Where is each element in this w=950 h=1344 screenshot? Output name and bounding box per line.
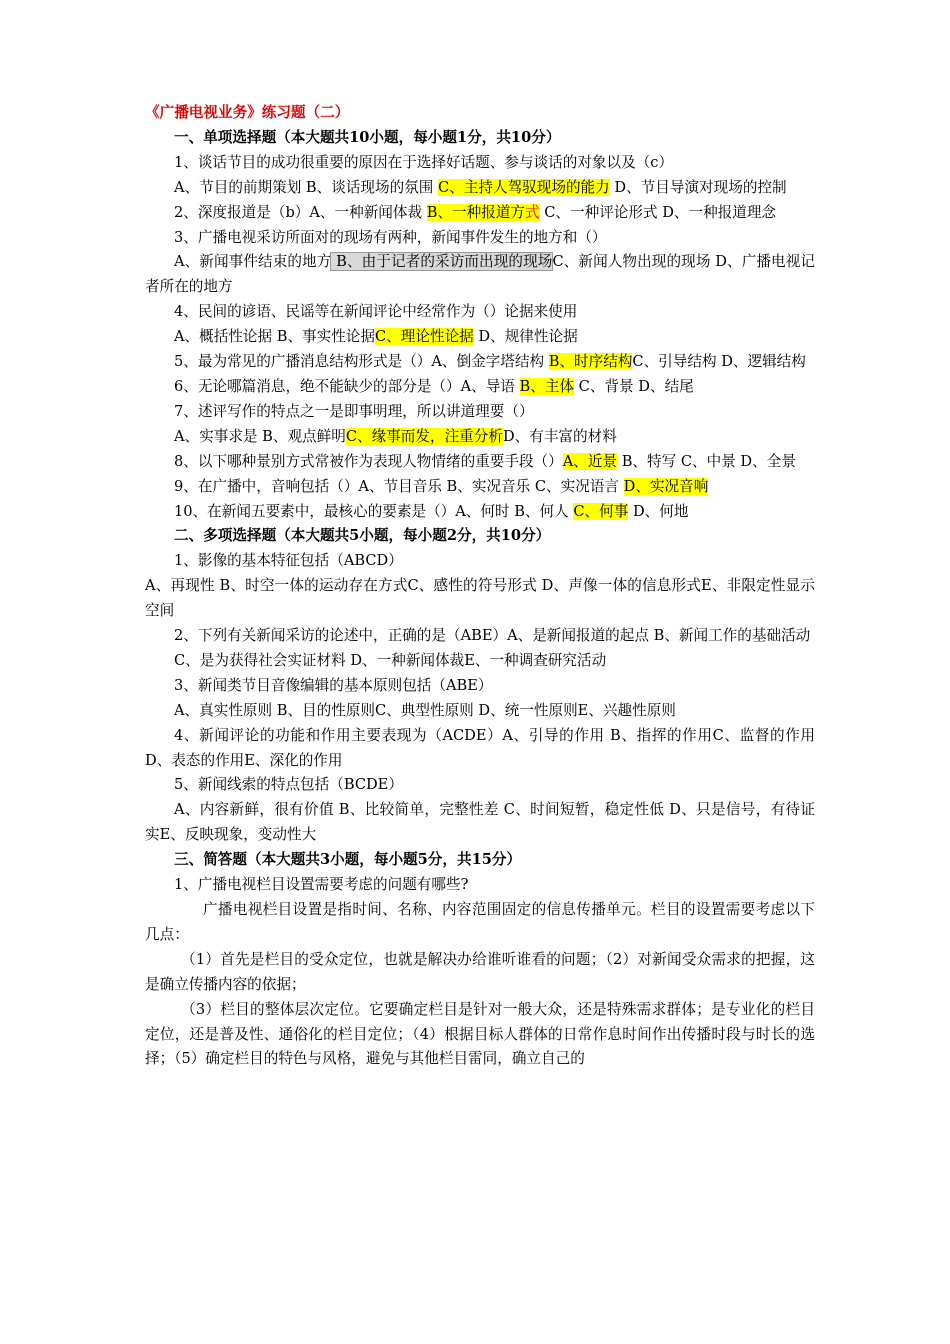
s2-q1-stem: 1、影像的基本特征包括（ABCD） — [174, 552, 403, 570]
highlighted-answer: B、主体 — [519, 377, 575, 395]
s1-q1-stem: 1、谈话节目的成功很重要的原因在于选择好话题、参与谈话的对象以及（c） — [174, 153, 674, 171]
s3-answer-paragraph-2: （1）首先是栏目的受众定位，也就是解决办给谁听谁看的问题；（2）对新闻受众需求的把握，这是确立传播内容的依据； — [145, 950, 815, 993]
s2-q5-stem: 5、新闻线索的特点包括（BCDE） — [174, 776, 403, 794]
text: D、何地 — [628, 502, 689, 520]
s1-q2 — [145, 201, 815, 226]
text: D、规律性论据 — [473, 328, 578, 346]
s1-q6 — [145, 375, 815, 400]
s1-q10 — [145, 500, 815, 525]
section-2-heading: 二、多项选择题（本大题共5小题，每小题2分，共10分） — [174, 527, 551, 545]
shaded-answer: B、由于记者的采访而出现的现场 — [331, 253, 553, 271]
text: 8、以下哪种景别方式常被作为表现人物情绪的重要手段（） — [174, 452, 563, 470]
text: B、一种报道方 — [426, 203, 526, 221]
text: D、节目导演对现场的控制 — [609, 178, 787, 196]
text: 2、深度报道是（b）A、一种新闻体裁 — [174, 203, 427, 221]
s2-q3-options: A、真实性原则 B、目的性原则C、典型性原则 D、统一性原则E、兴趣性原则 — [174, 701, 676, 719]
highlighted-answer: C、理论性论据 — [375, 328, 474, 346]
s1-q3-options — [145, 250, 815, 300]
text: 10、在新闻五要素中，最核心的要素是（）A、何时 B、何人 — [174, 502, 574, 520]
section-3-heading: 三、简答题（本大题共3小题，每小题5分，共15分） — [174, 851, 522, 869]
s1-q4-options — [145, 325, 815, 350]
s1-q1-options — [145, 176, 815, 201]
s2-q1-options: A、再现性 B、时空一体的运动存在方式C、感性的符号形式 D、声像一体的信息形式E、非限定性显示空间 — [145, 577, 815, 620]
s2-q5-options: A、内容新鲜，很有价值 B、比较简单，完整性差 C、时间短暂，稳定性低 D、只是信号，有待证实E、反映现象，变动性大 — [145, 801, 815, 844]
red-text: 式 — [525, 203, 540, 221]
text: A、新闻事件结束的地方 — [174, 253, 332, 271]
s1-q9 — [145, 475, 815, 500]
text: 6、无论哪篇消息，绝不能缺少的部分是（）A、导语 — [174, 377, 520, 395]
s3-q1-stem: 1、广播电视栏目设置需要考虑的问题有哪些? — [174, 876, 469, 894]
text: D、有丰富的材料 — [502, 427, 617, 445]
highlighted-answer: D、实况音响 — [623, 477, 709, 495]
text: A、实事求是 B、观点鲜明 — [174, 427, 346, 445]
highlighted-answer: C、缘事而发，注重分析 — [345, 427, 503, 445]
s2-q2-stem: 2、下列有关新闻采访的论述中，正确的是（ABE）A、是新闻报道的起点 B、新闻工作的基础活动 — [174, 627, 811, 645]
text: B、特写 C、中景 D、全景 — [617, 452, 796, 470]
text: 5、最为常见的广播消息结构形式是（）A、倒金字塔结构 — [174, 353, 549, 371]
text: C、一种评论形式 D、一种报道理念 — [539, 203, 777, 221]
document-body — [145, 101, 815, 1072]
s1-q5 — [145, 350, 815, 375]
text: A、节目的前期策划 B、谈话现场的氛围 — [174, 178, 439, 196]
s1-q3-stem: 3、广播电视采访所面对的现场有两种，新闻事件发生的地方和（） — [174, 228, 607, 246]
section-1-heading: 一、单项选择题（本大题共10小题，每小题1分，共10分） — [174, 128, 561, 146]
highlighted-answer: C、何事 — [573, 502, 629, 520]
text: 9、在广播中，音响包括（）A、节目音乐 B、实况音乐 C、实况语言 — [174, 477, 624, 495]
s2-q2-options: C、是为获得社会实证材料 D、一种新闻体裁E、一种调查研究活动 — [174, 651, 607, 669]
s1-q7-stem: 7、述评写作的特点之一是即事明理，所以讲道理要（） — [174, 402, 534, 420]
highlighted-answer: A、近景 — [562, 452, 618, 470]
highlighted-answer: B、时序结构 — [548, 353, 633, 371]
highlighted-answer: C、主持人驾驭现场的能力 — [438, 178, 610, 196]
s3-answer-paragraph-3: （3）栏目的整体层次定位。它要确定栏目是针对一般大众，还是特殊需求群体；是专业化的栏目定位，还是普及性、通俗化的栏目定位；（4）根据目标人群体的日常作息时间作出传播时段与时长的选择；（5）确定栏目的特色与风格，避免与其他栏目雷同，确立自己的 — [145, 1000, 815, 1068]
text: C、引导结构 D、逻辑结构 — [632, 353, 806, 371]
s3-answer-paragraph-1: 广播电视栏目设置是指时间、名称、内容范围固定的信息传播单元。栏目的设置需要考虑以下几点： — [145, 901, 815, 943]
text: C、背景 D、结尾 — [574, 377, 694, 395]
s2-q3-stem: 3、新闻类节目音像编辑的基本原则包括（ABE） — [174, 676, 493, 694]
s1-q8 — [145, 450, 815, 475]
document-title: 《广播电视业务》练习题（二） — [145, 104, 350, 121]
s1-q4-stem: 4、民间的谚语、民谣等在新闻评论中经常作为（）论据来使用 — [174, 303, 578, 321]
s2-q4: 4、新闻评论的功能和作用主要表现为（ACDE）A、引导的作用 B、指挥的作用C、监督的作用 D、表态的作用E、深化的作用 — [145, 726, 815, 769]
highlighted-answer — [427, 204, 540, 221]
text: A、概括性论据 B、事实性论据 — [174, 328, 376, 346]
text: C、新闻人物出现的现场 D、广播电视记者所在的地方 — [145, 253, 816, 296]
s1-q7-options — [145, 425, 815, 450]
